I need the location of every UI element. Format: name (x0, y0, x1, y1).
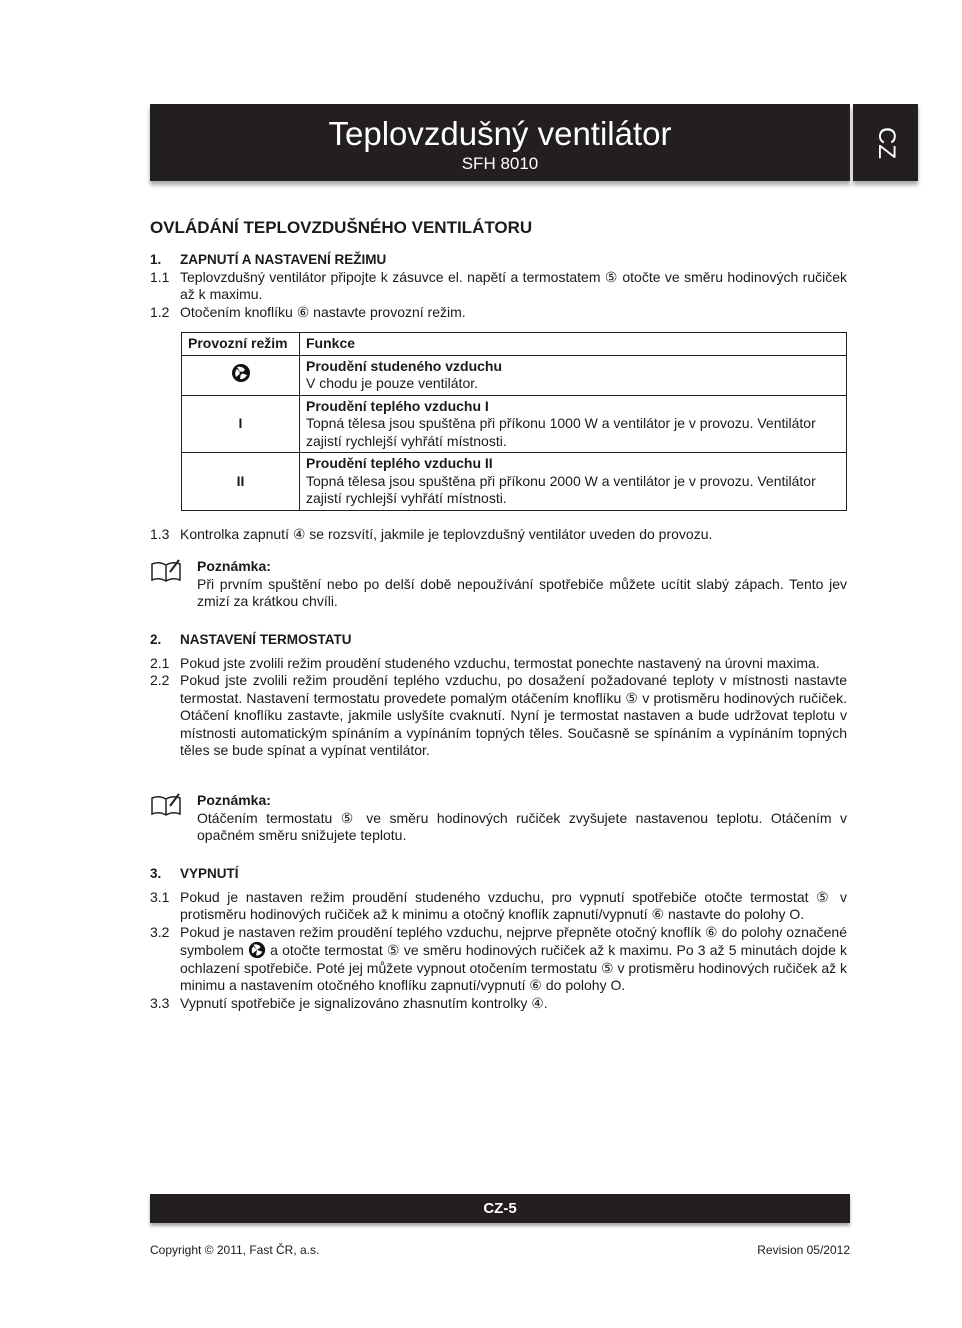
item-number: 1.3 (150, 526, 170, 542)
section-number: 3. (150, 866, 162, 881)
table-row (182, 453, 847, 511)
book-note-icon (150, 558, 182, 584)
table-row (182, 395, 847, 453)
item-number: 2.1 (150, 654, 170, 671)
note-text: Otáčením termostatu ⑤ ve směru hodinových ručiček zvyšujete nastavenou teplotu. Otáčením v opačném směru snižujete teplotu. (197, 809, 847, 843)
note-title: Poznámka: (197, 792, 271, 808)
model-number: SFH 8010 (461, 154, 539, 173)
item-text: Pokud je nastaven režim proudění studeného vzduchu, pro vypnutí spotřebiče otočte termostat ⑤ v protisměru hodinových ručiček až k minimu a otočný knoflík zapnutí/vypnutí ⑥ nastavte do polohy O. (180, 888, 847, 922)
item-text: Vypnutí spotřebiče je signalizováno zhasnutím kontrolky ④. (180, 994, 548, 1011)
section-title: VYPNUTÍ (180, 866, 239, 881)
fan-icon (231, 363, 251, 383)
table-header: Funkce (300, 333, 847, 356)
mode-desc: V chodu je pouze ventilátor. (306, 375, 479, 391)
note (150, 792, 847, 845)
language-tab (853, 104, 918, 181)
mode-title: Proudění teplého vzduchu II (306, 455, 493, 471)
item-number: 3.3 (150, 994, 170, 1011)
copyright: Copyright © 2011, Fast ČR, a.s. (150, 1243, 320, 1257)
note-title: Poznámka: (197, 558, 271, 574)
book-note-icon (150, 792, 182, 818)
note-text: Při prvním spuštění nebo po delší době nepoužívání spotřebiče můžete ucítit slabý zápach. Tento jev zmizí za krátkou chvíli. (197, 575, 847, 609)
item-number: 3.2 (150, 923, 170, 940)
page-number: CZ-5 (483, 1200, 517, 1217)
section-number: 1. (150, 252, 162, 267)
item-text: Kontrolka zapnutí ④ se rozsvítí, jakmile je teplovzdušný ventilátor uveden do provozu. (180, 526, 713, 542)
mode-title: Proudění teplého vzduchu I (306, 397, 489, 414)
table-row (182, 355, 847, 395)
section-number: 2. (150, 632, 162, 647)
item-number: 3.1 (150, 888, 170, 905)
section-heading: OVLÁDÁNÍ TEPLOVZDUŠNÉHO VENTILÁTORU (150, 218, 533, 237)
mode-label: I (182, 395, 300, 453)
item-text: Pokud je nastaven režim proudění teplého vzduchu, nejprve přepněte otočný knoflík ⑥ do polohy označené symbolem (180, 923, 847, 958)
page-title: Teplovzdušný ventilátor (328, 115, 672, 152)
revision: Revision 05/2012 (757, 1243, 850, 1257)
item-number: 1.1 (150, 268, 170, 285)
mode-desc: Topná tělesa jsou spuštěna při příkonu 2000 W a ventilátor je v provozu. Ventilátor zajistí rychlejší vyhřátí místnosti. (306, 472, 816, 506)
item-text: Otočením knoflíku ⑥ nastavte provozní režim. (180, 303, 466, 320)
item-text: Teplovzdušný ventilátor připojte k zásuvce el. napětí a termostatem ⑤ otočte ve směru hodinových ručiček až k maximu. (180, 268, 847, 302)
fan-icon (248, 941, 266, 959)
title-bar (150, 104, 850, 181)
item-text: Pokud jste zvolili režim proudění studeného vzduchu, termostat ponechte nastavený na úrovni maxima. (180, 654, 820, 671)
table-header: Provozní režim (182, 333, 300, 356)
item-text: a otočte termostat ⑤ ve směru hodinových ručiček až k maximu. Po 3 až 5 minutách dojde k ochlazení spotřebiče. Poté jej můžete vypnout otočením termostatu ⑤ v protisměru hodinových ručiček až k minimu a nastavením otočného knoflíku zapnutí/vypnutí ⑥ do polohy O. (180, 942, 848, 993)
item-number: 1.2 (150, 303, 170, 320)
mode-table (181, 332, 847, 511)
mode-desc: Topná tělesa jsou spuštěna při příkonu 1000 W a ventilátor je v provozu. Ventilátor zajistí rychlejší vyhřátí místnosti. (306, 415, 816, 449)
section-title: NASTAVENÍ TERMOSTATU (180, 632, 352, 647)
language-label: CZ (872, 126, 900, 159)
mode-label: II (182, 453, 300, 511)
note (150, 558, 847, 611)
item-number: 2.2 (150, 672, 170, 688)
section-title: ZAPNUTÍ A NASTAVENÍ REŽIMU (180, 252, 387, 267)
page-number-bar (150, 1194, 850, 1223)
item-text: Pokud jste zvolili režim proudění teplého vzduchu, po dosažení požadované teploty v místnosti nastavte termostat. Nastavení termostatu provedete pomalým otáčením knoflíku ⑤ v protisměru hodinových ručiček. Otáčení knoflíku zastavte, jakmile uslyšíte cvaknutí. Nyní je termostat nastaven a bude udržovat teplotu v místnosti automatickým spínáním a vypínáním topných těles. Současně se spínáním a vypínáním topných těles se bude spínat a vypínat ventilátor. (180, 672, 847, 758)
mode-title: Proudění studeného vzduchu (306, 357, 503, 374)
